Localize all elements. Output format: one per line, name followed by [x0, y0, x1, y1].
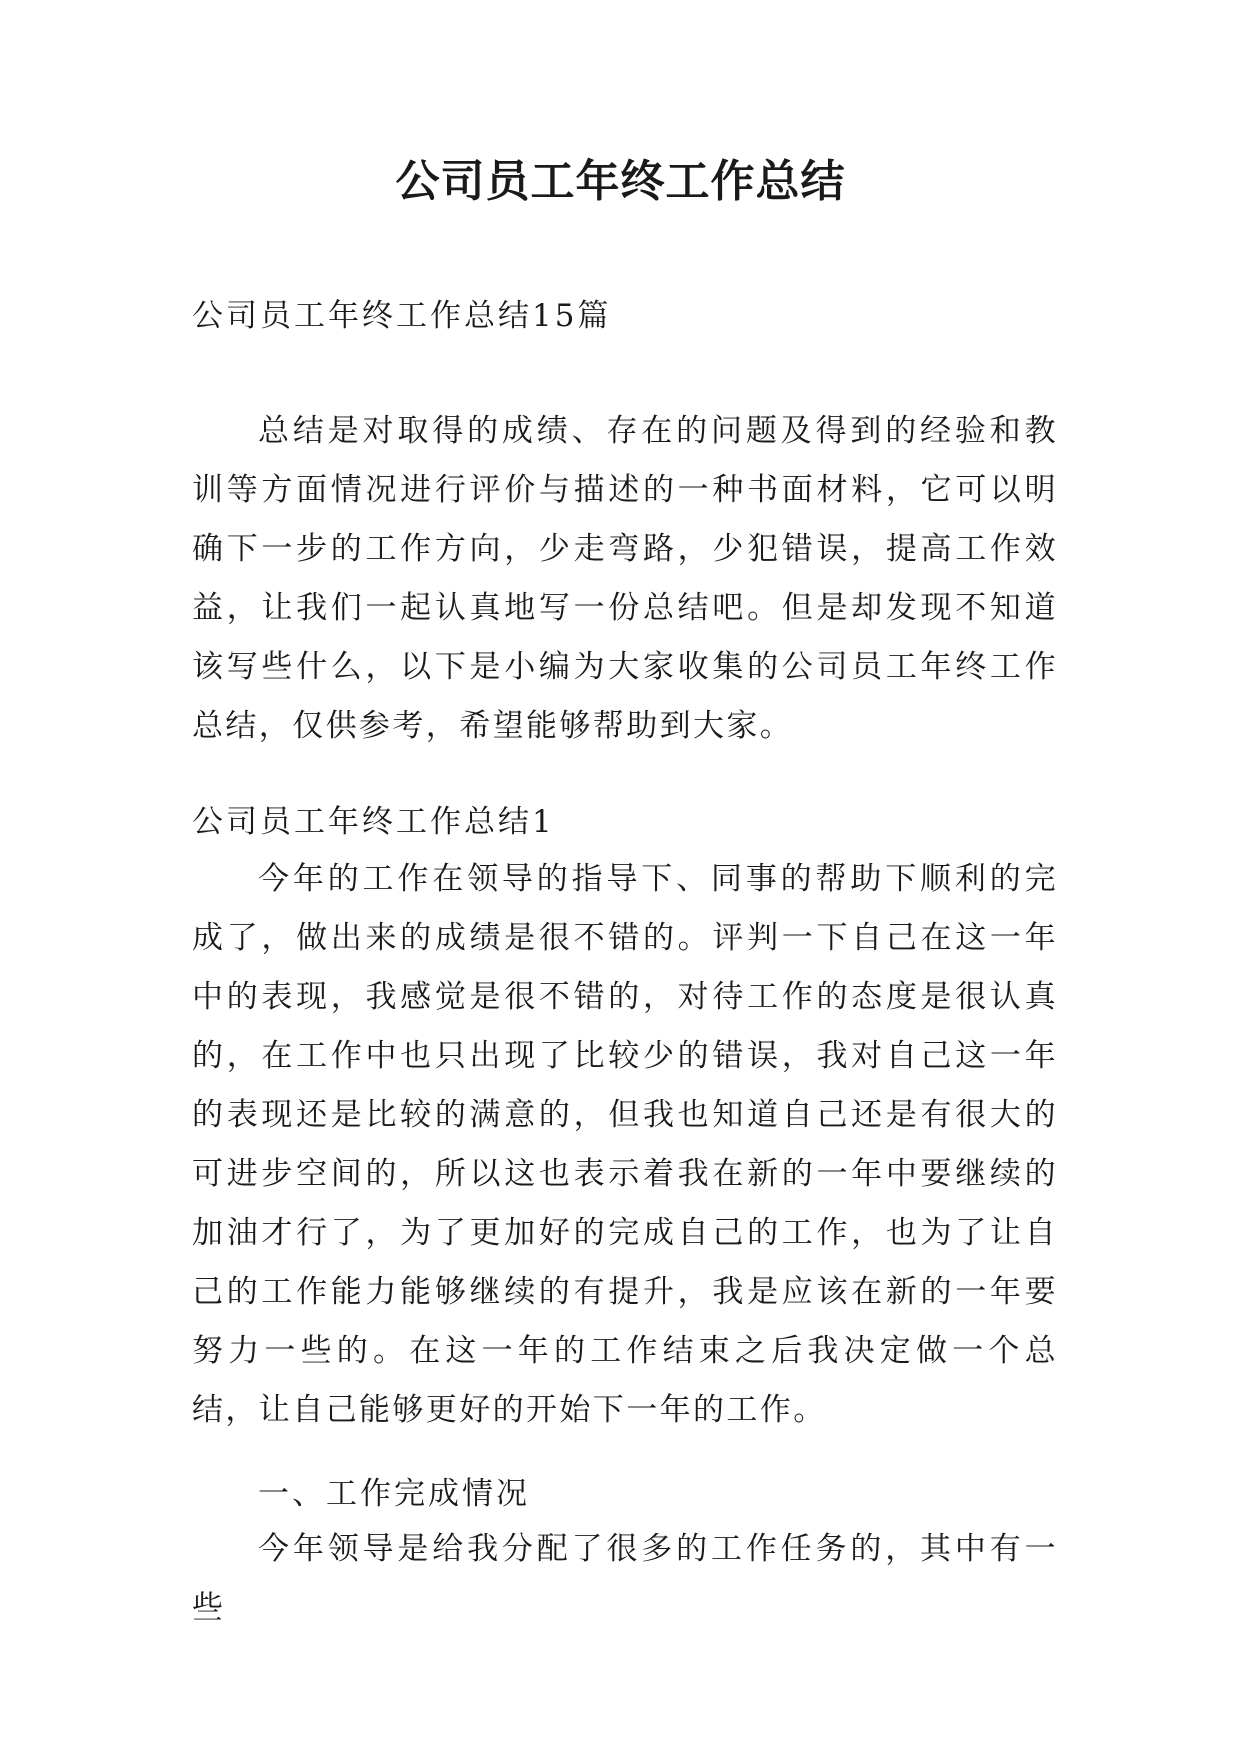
document-title: 公司员工年终工作总结	[395, 156, 846, 207]
section-title: 公司员工年终工作总结1	[192, 804, 555, 840]
section-paragraph-continued: 今年领导是给我分配了很多的工作任务的，其中有一些	[192, 1531, 1058, 1626]
intro-paragraph: 总结是对取得的成绩、存在的问题及得到的经验和教训等方面情况进行评价与描述的一种书面材料，它可以明确下一步的工作方向，少走弯路，少犯错误，提高工作效益，让我们一起认真地写一份总结吧。但是却发现不知道该写些什么，以下是小编为大家收集的公司员工年终工作总结，仅供参考，希望能够帮助到大家。	[192, 413, 1058, 744]
document-subtitle: 公司员工年终工作总结15篇	[192, 298, 612, 334]
section-heading: 一、工作完成情况	[258, 1476, 530, 1512]
section-paragraph: 今年的工作在领导的指导下、同事的帮助下顺利的完成了，做出来的成绩是很不错的。评判一下自己在这一年中的表现，我感觉是很不错的，对待工作的态度是很认真的，在工作中也只出现了比较少的错误，我对自己这一年的表现还是比较的满意的，但我也知道自己还是有很大的可进步空间的，所以这也表示着我在新的一年中要继续的加油才行了，为了更加好的完成自己的工作，也为了让自己的工作能力能够继续的有提升，我是应该在新的一年要努力一些的。在这一年的工作结束之后我决定做一个总结，让自己能够更好的开始下一年的工作。	[192, 861, 1058, 1428]
